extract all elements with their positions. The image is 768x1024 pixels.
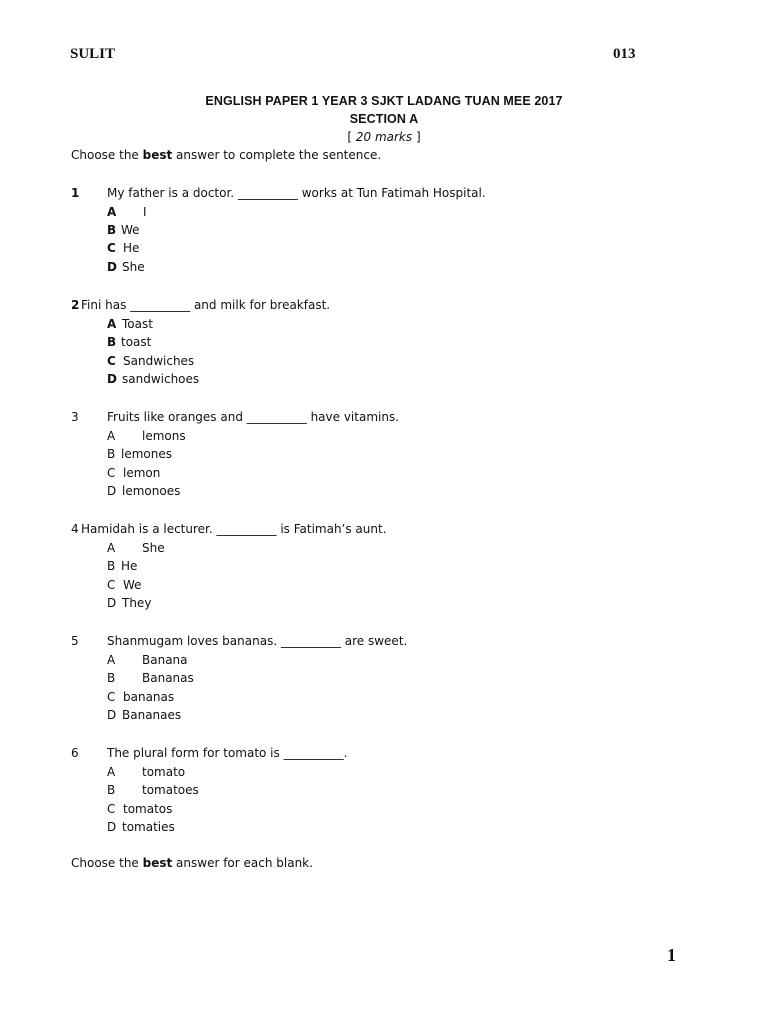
option-c bbox=[107, 354, 194, 368]
option-text: I bbox=[143, 205, 147, 219]
option-a bbox=[107, 541, 165, 555]
option-text: Sandwiches bbox=[123, 354, 195, 368]
option-text: Bananaes bbox=[122, 708, 182, 722]
option-text: We bbox=[123, 578, 142, 592]
option-text: lemonoes bbox=[122, 484, 181, 498]
marks-label bbox=[0, 130, 768, 144]
instruction-top-bold: best bbox=[142, 148, 173, 162]
option-text: sandwichoes bbox=[122, 372, 200, 386]
option-letter: D bbox=[107, 708, 117, 722]
option-letter: D bbox=[107, 372, 117, 386]
question-number: 4 bbox=[71, 522, 79, 536]
option-letter: A bbox=[107, 317, 117, 331]
question-number: 5 bbox=[71, 634, 79, 648]
instruction-bottom-post: answer for each blank. bbox=[172, 856, 313, 870]
question-text: Fini has __________ and milk for breakfast. bbox=[81, 298, 331, 312]
option-letter: C bbox=[107, 354, 116, 368]
instruction-bottom bbox=[71, 856, 313, 870]
option-text: She bbox=[142, 541, 165, 555]
option-letter: A bbox=[107, 653, 116, 667]
option-b bbox=[107, 559, 137, 573]
option-b bbox=[107, 671, 194, 685]
question-text: My father is a doctor. __________ works at Tun Fatimah Hospital. bbox=[107, 186, 486, 200]
option-b bbox=[107, 447, 172, 461]
question-text: Shanmugam loves bananas. __________ are sweet. bbox=[107, 634, 408, 648]
instruction-top-pre: Choose the bbox=[71, 148, 143, 162]
option-letter: B bbox=[107, 447, 116, 461]
option-d bbox=[107, 820, 175, 834]
option-text: lemon bbox=[123, 466, 161, 480]
option-c bbox=[107, 578, 142, 592]
question-number: 1 bbox=[71, 186, 80, 200]
option-text: We bbox=[121, 223, 140, 237]
marks-open: [ bbox=[347, 130, 353, 144]
option-d bbox=[107, 372, 199, 386]
option-letter: B bbox=[107, 671, 116, 685]
option-letter: C bbox=[107, 690, 116, 704]
option-letter: D bbox=[107, 820, 117, 834]
option-c bbox=[107, 466, 160, 480]
page-number: 1 bbox=[667, 945, 676, 965]
option-b bbox=[107, 335, 151, 349]
option-letter: B bbox=[107, 783, 116, 797]
option-letter: A bbox=[107, 541, 116, 555]
option-letter: D bbox=[107, 260, 117, 274]
option-d bbox=[107, 596, 151, 610]
instruction-top bbox=[71, 148, 381, 162]
option-letter: B bbox=[107, 223, 117, 237]
option-text: Bananas bbox=[142, 671, 194, 685]
option-letter: C bbox=[107, 466, 116, 480]
option-b bbox=[107, 783, 199, 797]
question-text: The plural form for tomato is __________. bbox=[107, 746, 348, 760]
option-text: tomatoes bbox=[142, 783, 199, 797]
option-letter: B bbox=[107, 559, 116, 573]
option-letter: C bbox=[107, 578, 116, 592]
question-text: Hamidah is a lecturer. __________ is Fatimah’s aunt. bbox=[81, 522, 387, 536]
question-number: 6 bbox=[71, 746, 79, 760]
option-a bbox=[107, 317, 153, 331]
option-text: lemons bbox=[142, 429, 186, 443]
marks-value: 20 marks bbox=[355, 130, 413, 144]
option-a bbox=[107, 205, 147, 219]
option-letter: D bbox=[107, 484, 117, 498]
option-letter: B bbox=[107, 335, 117, 349]
option-text: toast bbox=[121, 335, 152, 349]
option-a bbox=[107, 653, 188, 667]
option-text: Banana bbox=[142, 653, 188, 667]
option-b bbox=[107, 223, 140, 237]
header-code: 013 bbox=[613, 46, 636, 62]
option-c bbox=[107, 690, 174, 704]
instruction-top-post: answer to complete the sentence. bbox=[172, 148, 382, 162]
option-d bbox=[107, 260, 145, 274]
option-letter: D bbox=[107, 596, 117, 610]
option-letter: A bbox=[107, 765, 116, 779]
header-sulit: SULIT bbox=[70, 46, 116, 62]
option-d bbox=[107, 484, 180, 498]
option-d bbox=[107, 708, 181, 722]
option-letter: C bbox=[107, 802, 116, 816]
option-text: He bbox=[123, 241, 140, 255]
instruction-bottom-bold: best bbox=[142, 856, 173, 870]
question-number: 2 bbox=[71, 298, 80, 312]
option-text: lemones bbox=[121, 447, 172, 461]
option-text: bananas bbox=[123, 690, 175, 704]
option-text: tomato bbox=[142, 765, 186, 779]
section-title: SECTION A bbox=[349, 112, 419, 126]
option-text: She bbox=[122, 260, 145, 274]
option-text: They bbox=[122, 596, 152, 610]
option-letter: A bbox=[107, 429, 116, 443]
option-letter: C bbox=[107, 241, 116, 255]
option-letter: A bbox=[107, 205, 117, 219]
option-text: tomatos bbox=[123, 802, 173, 816]
question-number: 3 bbox=[71, 410, 79, 424]
option-c bbox=[107, 802, 172, 816]
question-text: Fruits like oranges and __________ have vitamins. bbox=[107, 410, 400, 424]
option-text: He bbox=[121, 559, 138, 573]
option-text: Toast bbox=[122, 317, 153, 331]
paper-title: ENGLISH PAPER 1 YEAR 3 SJKT LADANG TUAN MEE 2017 bbox=[205, 94, 563, 108]
option-a bbox=[107, 429, 186, 443]
option-c bbox=[107, 241, 139, 255]
instruction-bottom-pre: Choose the bbox=[71, 856, 143, 870]
marks-close: ] bbox=[415, 130, 421, 144]
option-a bbox=[107, 765, 185, 779]
option-text: tomaties bbox=[122, 820, 175, 834]
